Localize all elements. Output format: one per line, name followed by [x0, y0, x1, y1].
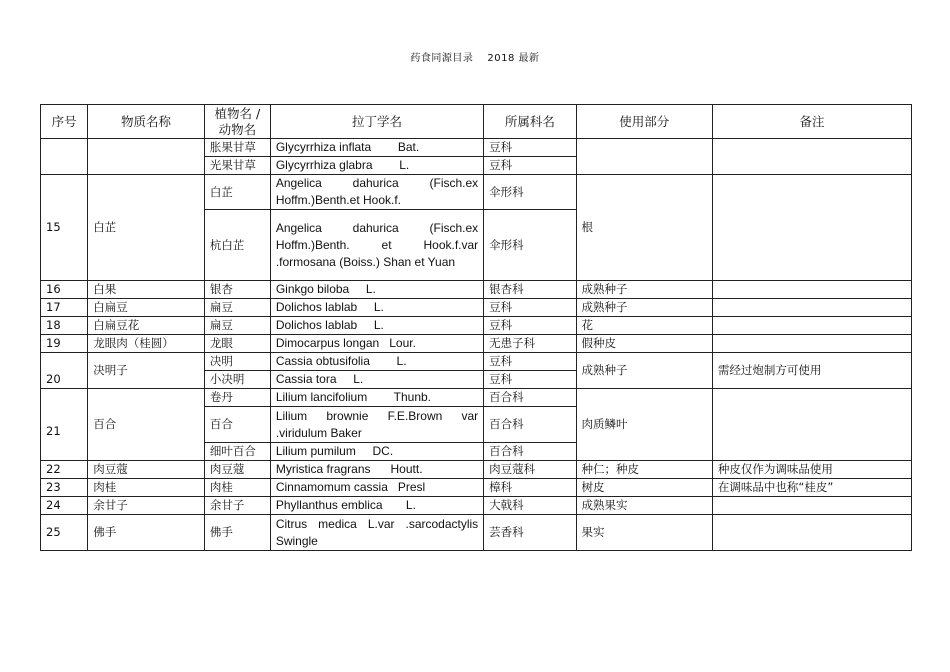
family-cell: 豆科 [484, 371, 576, 389]
table-row [41, 175, 912, 210]
table-row [41, 317, 912, 335]
name-cell: 余甘子 [88, 497, 205, 515]
note-cell [712, 335, 911, 353]
page-header [0, 49, 950, 64]
family-cell: 芸香科 [484, 515, 576, 551]
family-cell: 百合科 [484, 389, 576, 407]
num-cell: 23 [41, 479, 88, 497]
family-cell: 百合科 [484, 407, 576, 443]
column-header-name: 物质名称 [88, 105, 205, 139]
table-row [41, 479, 912, 497]
family-cell: 豆科 [484, 353, 576, 371]
plant-cell: 余甘子 [204, 497, 270, 515]
plant-cell: 白芷 [204, 175, 270, 210]
num-cell: 15 [41, 175, 88, 281]
name-cell: 决明子 [88, 353, 205, 389]
part-cell: 假种皮 [576, 335, 712, 353]
latin-cell: Cinnamomum cassia Presl [270, 479, 483, 497]
name-cell [88, 139, 205, 175]
plant-cell: 决明 [204, 353, 270, 371]
catalog-table [40, 104, 912, 551]
table-row [41, 299, 912, 317]
latin-cell: Glycyrrhiza inflata Bat. [270, 139, 483, 157]
part-cell: 花 [576, 317, 712, 335]
note-cell [712, 139, 911, 175]
document-year-note: 2018 最新 [487, 53, 540, 64]
plant-cell: 扁豆 [204, 317, 270, 335]
part-cell: 根 [576, 175, 712, 281]
table-row [41, 353, 912, 371]
note-cell [712, 175, 911, 281]
table-header-row [41, 105, 912, 139]
name-cell: 百合 [88, 389, 205, 461]
latin-cell: Lilium brownie F.E.Brown var .viridulum Baker [270, 407, 483, 443]
num-cell: 19 [41, 335, 88, 353]
note-cell [712, 281, 911, 299]
family-cell: 豆科 [484, 317, 576, 335]
latin-cell: Cassia tora L. [270, 371, 483, 389]
part-cell: 种仁；种皮 [576, 461, 712, 479]
note-cell: 种皮仅作为调味品使用 [712, 461, 911, 479]
latin-cell: Myristica fragrans Houtt. [270, 461, 483, 479]
table-row [41, 515, 912, 551]
part-cell: 成熟种子 [576, 353, 712, 389]
name-cell: 白扁豆 [88, 299, 205, 317]
column-header-num: 序号 [41, 105, 88, 139]
part-cell: 树皮 [576, 479, 712, 497]
num-cell [41, 139, 88, 175]
family-cell: 豆科 [484, 157, 576, 175]
plant-cell: 小决明 [204, 371, 270, 389]
plant-cell: 光果甘草 [204, 157, 270, 175]
table-row [41, 281, 912, 299]
plant-cell: 银杏 [204, 281, 270, 299]
plant-cell: 胀果甘草 [204, 139, 270, 157]
name-cell: 肉豆蔻 [88, 461, 205, 479]
latin-cell: Angelica dahurica (Fisch.ex Hoffm.)Benth. et Hook.f.var .formosana (Boiss.) Shan et Yuan [270, 210, 483, 281]
note-cell: 在调味品中也称“桂皮” [712, 479, 911, 497]
table-row [41, 461, 912, 479]
plant-cell: 扁豆 [204, 299, 270, 317]
document-title: 药食同源目录 [410, 53, 474, 64]
column-header-part: 使用部分 [576, 105, 712, 139]
plant-cell: 龙眼 [204, 335, 270, 353]
note-cell: 需经过炮制方可使用 [712, 353, 911, 389]
family-cell: 大戟科 [484, 497, 576, 515]
family-cell: 肉豆蔻科 [484, 461, 576, 479]
column-header-latin: 拉丁学名 [270, 105, 483, 139]
family-cell: 百合科 [484, 443, 576, 461]
name-cell: 白果 [88, 281, 205, 299]
family-cell: 豆科 [484, 139, 576, 157]
latin-cell: Dimocarpus longan Lour. [270, 335, 483, 353]
num-cell: 17 [41, 299, 88, 317]
latin-cell: Citrus medica L.var .sarcodactylis Swingle [270, 515, 483, 551]
name-cell: 白芷 [88, 175, 205, 281]
plant-cell: 佛手 [204, 515, 270, 551]
name-cell: 肉桂 [88, 479, 205, 497]
note-cell [712, 317, 911, 335]
plant-cell: 百合 [204, 407, 270, 443]
family-cell: 樟科 [484, 479, 576, 497]
table-row [41, 389, 912, 407]
part-cell: 成熟种子 [576, 299, 712, 317]
note-cell [712, 515, 911, 551]
table-row [41, 139, 912, 157]
column-header-note: 备注 [712, 105, 911, 139]
latin-cell: Glycyrrhiza glabra L. [270, 157, 483, 175]
family-cell: 无患子科 [484, 335, 576, 353]
latin-cell: Angelica dahurica (Fisch.ex Hoffm.)Benth.et Hook.f. [270, 175, 483, 210]
plant-cell: 杭白芷 [204, 210, 270, 281]
latin-cell: Lilium pumilum DC. [270, 443, 483, 461]
latin-cell: Cassia obtusifolia L. [270, 353, 483, 371]
plant-cell: 肉桂 [204, 479, 270, 497]
family-cell: 银杏科 [484, 281, 576, 299]
part-cell: 成熟果实 [576, 497, 712, 515]
family-cell: 伞形科 [484, 175, 576, 210]
num-cell: 20 [41, 353, 88, 389]
num-cell: 16 [41, 281, 88, 299]
name-cell: 白扁豆花 [88, 317, 205, 335]
name-cell: 龙眼肉（桂圆） [88, 335, 205, 353]
num-cell: 21 [41, 389, 88, 461]
table-row [41, 497, 912, 515]
note-cell [712, 389, 911, 461]
name-cell: 佛手 [88, 515, 205, 551]
part-cell: 肉质鳞叶 [576, 389, 712, 461]
note-cell [712, 497, 911, 515]
latin-cell: Ginkgo biloba L. [270, 281, 483, 299]
num-cell: 18 [41, 317, 88, 335]
latin-cell: Phyllanthus emblica L. [270, 497, 483, 515]
plant-cell: 卷丹 [204, 389, 270, 407]
column-header-plant: 植物名 / 动物名 [204, 105, 270, 139]
plant-cell: 肉豆蔻 [204, 461, 270, 479]
num-cell: 25 [41, 515, 88, 551]
part-cell: 成熟种子 [576, 281, 712, 299]
num-cell: 24 [41, 497, 88, 515]
latin-cell: Dolichos lablab L. [270, 317, 483, 335]
note-cell [712, 299, 911, 317]
latin-cell: Lilium lancifolium Thunb. [270, 389, 483, 407]
num-cell: 22 [41, 461, 88, 479]
family-cell: 豆科 [484, 299, 576, 317]
part-cell: 果实 [576, 515, 712, 551]
column-header-family: 所属科名 [484, 105, 576, 139]
latin-cell: Dolichos lablab L. [270, 299, 483, 317]
table-row [41, 335, 912, 353]
family-cell: 伞形科 [484, 210, 576, 281]
plant-cell: 细叶百合 [204, 443, 270, 461]
part-cell [576, 139, 712, 175]
